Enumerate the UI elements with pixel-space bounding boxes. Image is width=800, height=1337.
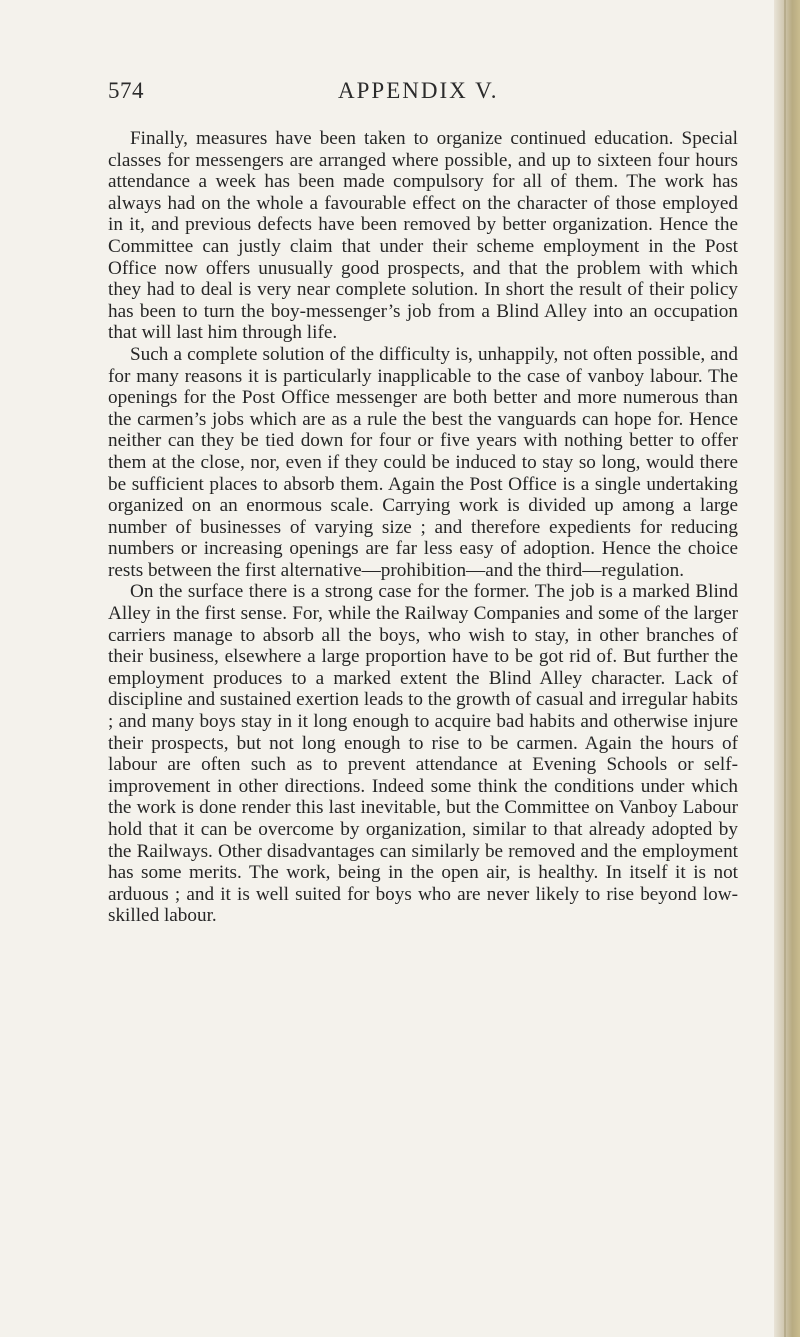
- page-number: 574: [108, 78, 144, 103]
- page-edge-line: [784, 0, 786, 1337]
- running-head: APPENDIX V.: [338, 78, 499, 103]
- page-edge-shadow: [774, 0, 800, 1337]
- paragraph: Such a complete solution of the difficulty is, unhappily, not often possible, and for many reasons it is particularly inapplicable to the case of vanboy labour. The openings for the Post Office messenger are both better and more numerous than the carmen’s jobs which are as a rule the best the vanguards can hope for. Hence neither can they be tied down for four or five years with nothing better to offer them at the close, nor, even if they could be induced to stay so long, would there be sufficient places to absorb them. Again the Post Office is a single undertaking organized on an enormous scale. Carrying work is divided up among a large number of businesses of varying size ; and therefore expedients for reducing numbers or increasing openings are far less easy of adoption. Hence the choice rests between the first alternative—prohibition—and the third—regulation.: [108, 343, 738, 581]
- page-header: [108, 78, 738, 108]
- body-text: [108, 128, 738, 927]
- paragraph: On the surface there is a strong case for the former. The job is a marked Blind Alley in the first sense. For, while the Railway Companies and some of the larger carriers manage to absorb all the boys, who wish to stay, in other branches of their business, elsewhere a large proportion have to be got rid of. But further the employment produces to a marked extent the Blind Alley character. Lack of discipline and sustained exertion leads to the growth of casual and irregular habits ; and many boys stay in it long enough to acquire bad habits and otherwise injure their prospects, but not long enough to rise to be carmen. Again the hours of labour are often such as to prevent attendance at Evening Schools or self-improvement in other directions. Indeed some think the conditions under which the work is done render this last inevitable, but the Committee on Vanboy Labour hold that it can be overcome by organization, similar to that already adopted by the Railways. Other disadvantages can similarly be removed and the employment has some merits. The work, being in the open air, is healthy. In itself it is not arduous ; and it is well suited for boys who are never likely to rise beyond low-skilled labour.: [108, 581, 738, 927]
- paragraph: Finally, measures have been taken to organize continued education. Special classes for messengers are arranged where possible, and up to sixteen four hours attendance a week has been made compulsory for all of them. The work has always had on the whole a favourable effect on the character of those employed in it, and previous defects have been removed by better organization. Hence the Committee can justly claim that under their scheme employment in the Post Office now offers unusually good prospects, and that the problem with which they had to deal is very near complete solution. In short the result of their policy has been to turn the boy-messenger’s job from a Blind Alley into an occupation that will last him through life.: [108, 128, 738, 344]
